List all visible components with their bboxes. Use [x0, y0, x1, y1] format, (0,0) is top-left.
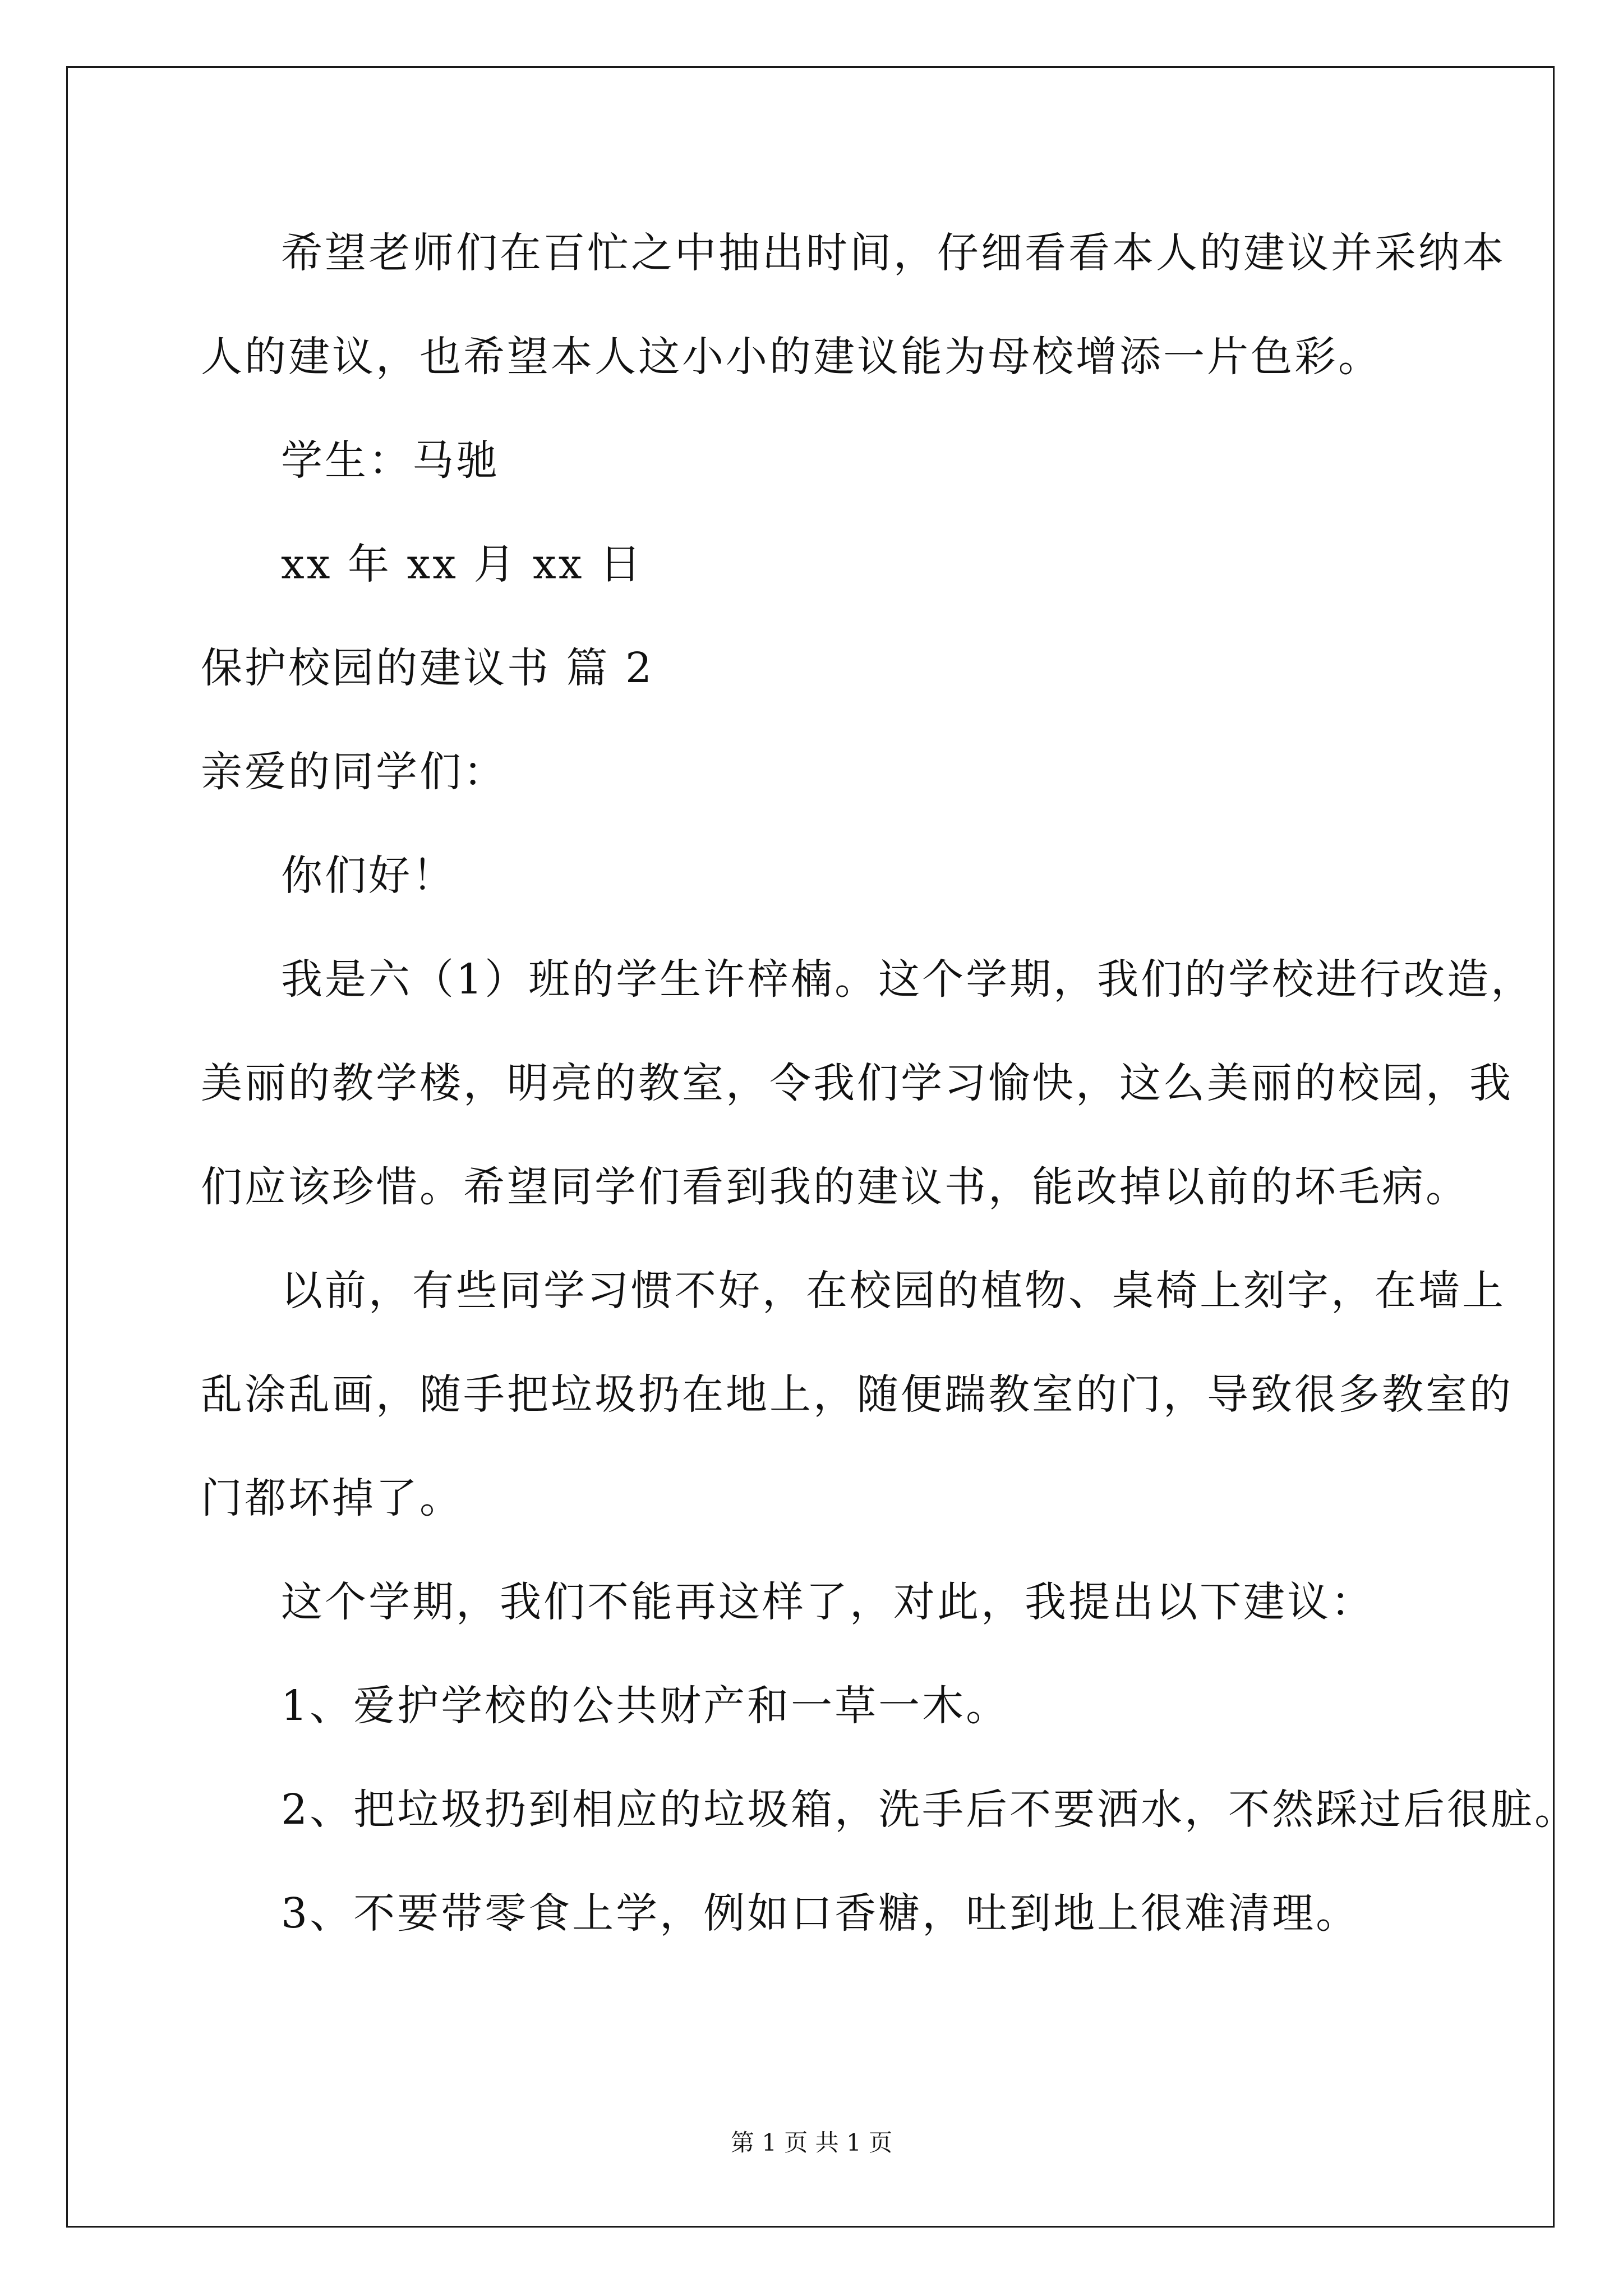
date-line: xx 年 xx 月 xx 日: [281, 540, 644, 588]
list-item: 3、不要带零食上学，例如口香糖，吐到地上很难清理。: [281, 1889, 1360, 1938]
paragraph-line: 这个学期，我们不能再这样了，对此，我提出以下建议：: [281, 1578, 1375, 1626]
paragraph-line: 希望老师们在百忙之中抽出时间，仔细看看本人的建议并采纳本: [281, 229, 1506, 277]
paragraph-line: 们应该珍惜。希望同学们看到我的建议书，能改掉以前的坏毛病。: [201, 1163, 1469, 1211]
signature-line: 学生：马驰: [281, 436, 500, 485]
greeting: 你们好！: [281, 852, 456, 900]
list-item: 1、爱护学校的公共财产和一草一木。: [281, 1682, 1010, 1730]
list-item: 2、把垃圾扔到相应的垃圾箱，洗手后不要洒水，不然踩过后很脏。: [281, 1786, 1579, 1834]
salutation: 亲爱的同学们：: [201, 748, 507, 796]
paragraph-line: 人的建议，也希望本人这小小的建议能为母校增添一片色彩。: [201, 333, 1382, 381]
paragraph-line: 美丽的教学楼，明亮的教室，令我们学习愉快，这么美丽的校园，我: [201, 1059, 1513, 1107]
paragraph-line: 乱涂乱画，随手把垃圾扔在地上，随便踹教室的门，导致很多教室的: [201, 1370, 1513, 1419]
section-heading: 保护校园的建议书 篇 2: [201, 644, 654, 692]
page-footer: 第 1 页 共 1 页: [730, 2129, 893, 2156]
paragraph-line: 以前，有些同学习惯不好，在校园的植物、桌椅上刻字，在墙上: [281, 1267, 1506, 1315]
paragraph-line: 门都坏掉了。: [201, 1474, 463, 1522]
paragraph-line: 我是六（1）班的学生许梓楠。这个学期，我们的学校进行改造，: [281, 955, 1535, 1004]
